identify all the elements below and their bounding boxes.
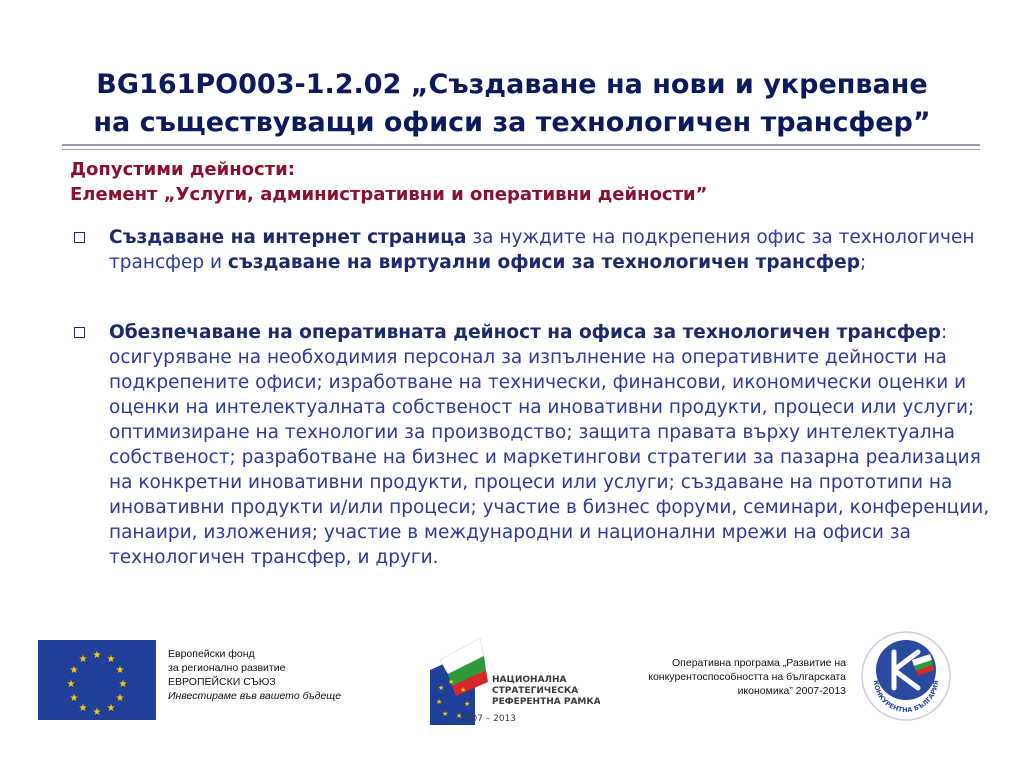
nsrf-text-line-3: РЕФЕРЕНТНА РАМКА [492, 697, 600, 707]
svg-text:★: ★ [106, 654, 116, 665]
bullet-2-bold-1: Обезпечаване на оперативната дейност на офиса за технологичен трансфер [109, 322, 941, 343]
eu-text-slogan: Инвестираме във вашето бъдеще [168, 690, 342, 702]
svg-text:★: ★ [92, 707, 102, 718]
svg-text:★: ★ [456, 712, 463, 720]
title-divider-thin [62, 149, 980, 150]
svg-text:★: ★ [66, 679, 76, 690]
eu-flag-icon [38, 640, 156, 720]
svg-text:★: ★ [118, 679, 128, 690]
svg-text:★: ★ [464, 700, 471, 708]
bullet-2-text-1: : осигуряване на необходимия персонал за изпълнение на оперативните дейности на подкрепените офиси; изработване на технически, финансови, икономически оценки и оценки на интелектуалната собственост на иновативни продукти, процеси или услуги; оптимизиране на технологии за производство; защита правата върху интелектуална собственост; разработване на бизнес и маркетингови стратегии за пазарна реализация на конкретни иновативни продукти, процеси или услуги; създаване на прототипи на иновативни продукти и/или процеси; участие в бизнес форуми, семинари, конференции, панаири, изложения; участие в международни и национални мрежи на офиси за технологичен трансфер, и други. [109, 322, 990, 568]
op-text-line-3: икономика” 2007-2013 [737, 685, 846, 697]
title-divider [62, 144, 980, 146]
subtitle-line-2: Елемент „Услуги, административни и оперативни дейности” [70, 184, 708, 205]
svg-text:★: ★ [92, 650, 102, 661]
kb-logo-text: КОНКУРЕНТНА БЪЛГАРИЯ [871, 679, 941, 715]
bullet-1-bold-2: създаване на виртуални офиси за технологичен трансфер [227, 252, 860, 273]
svg-text:★: ★ [69, 693, 79, 704]
svg-text:★: ★ [69, 665, 79, 676]
svg-text:★: ★ [78, 654, 88, 665]
bullet-1-text-1: за нуждите на подкрепения офис за технологичен трансфер и [109, 227, 975, 273]
nsrf-text-line-1: НАЦИОНАЛНА [492, 675, 567, 685]
title-line-2: на съществуващи офиси за технологичен трансфер” [93, 107, 931, 138]
subtitle-line-1: Допустими дейности: [70, 159, 295, 180]
svg-text:★: ★ [438, 684, 445, 692]
svg-text:★: ★ [460, 686, 467, 694]
bullet-item-1 [109, 225, 994, 275]
bullet-square-icon [74, 232, 85, 243]
op-text-line-1: Оперативна програма „Развитие на [672, 657, 846, 669]
eu-text-line-3: ЕВРОПЕЙСКИ СЪЮЗ [168, 676, 276, 688]
bullet-1-bold-1: Създаване на интернет страница [109, 227, 467, 248]
nsrf-text-line-2: СТРАТЕГИЧЕСКА [492, 686, 579, 696]
nsrf-years: 2007 – 2013 [460, 714, 517, 724]
eu-text-line-2: за регионално развитие [168, 662, 286, 674]
nsrf-logo [420, 630, 600, 730]
svg-text:★: ★ [115, 665, 125, 676]
title-line-1: BG161PO003-1.2.02 „Създаване на нови и укрепване [96, 69, 928, 100]
bullet-item-2 [109, 320, 994, 570]
op-text-line-2: конкурентоспособността на българската [648, 671, 846, 683]
footer-logos [0, 630, 1024, 768]
bullet-1-text-2: ; [859, 252, 867, 273]
svg-text:★: ★ [436, 698, 443, 706]
svg-text:★: ★ [442, 710, 449, 718]
eu-text-line-1: Европейски фонд [168, 648, 255, 660]
operational-programme-text [600, 656, 846, 698]
slide-title [0, 66, 1024, 142]
svg-text:★: ★ [78, 703, 88, 714]
svg-text:★: ★ [448, 678, 455, 686]
competitive-bulgaria-logo [860, 630, 952, 722]
svg-text:★: ★ [106, 703, 116, 714]
bullet-square-icon [74, 327, 85, 338]
eu-fund-text [168, 647, 341, 703]
svg-text:★: ★ [115, 693, 125, 704]
